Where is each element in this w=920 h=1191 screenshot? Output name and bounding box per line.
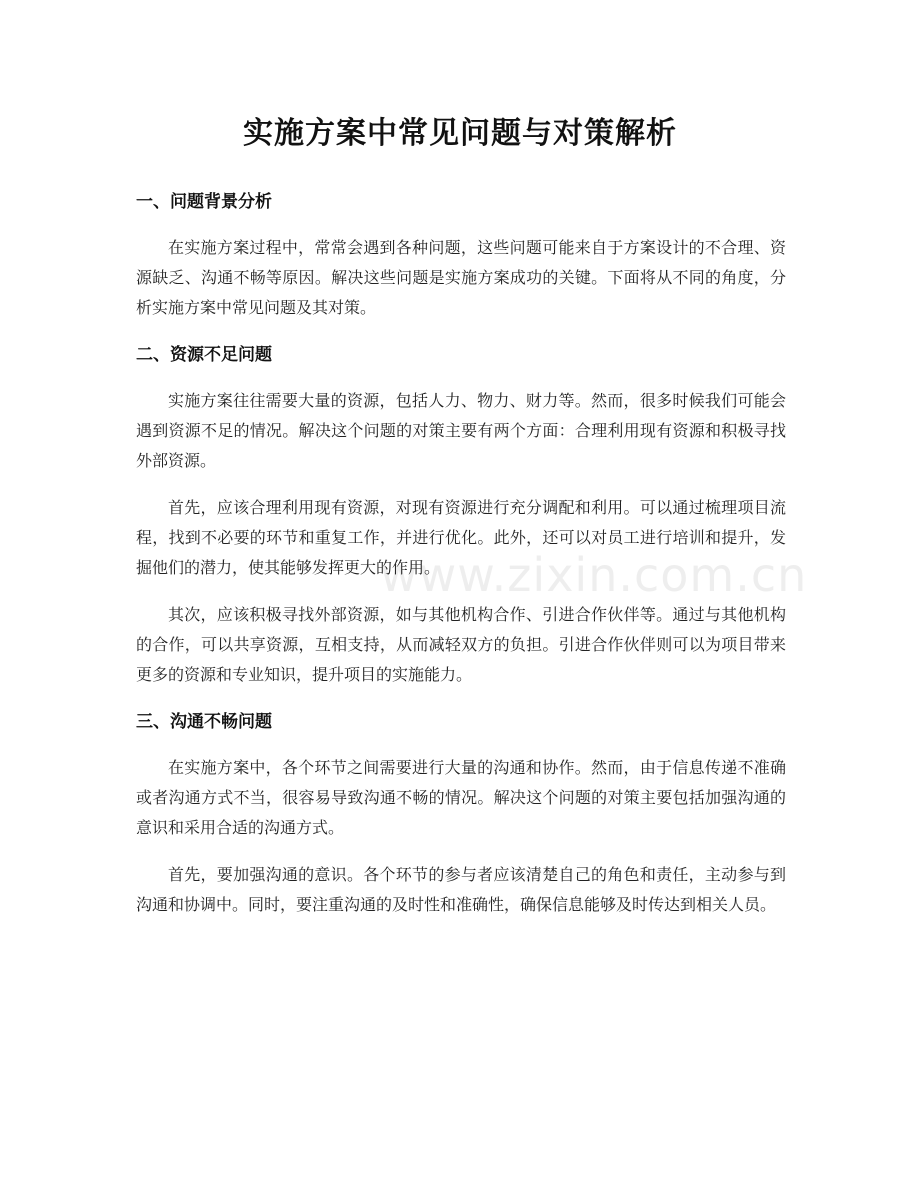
document-title: 实施方案中常见问题与对策解析 — [243, 116, 677, 151]
paragraph: 其次，应该积极寻找外部资源，如与其他机构合作、引进合作伙伴等。通过与其他机构的合作，可以共享资源，互相支持，从而减轻双方的负担。引进合作伙伴则可以为项目带来更多的资源和专业知识，提升项目的实施能力。 — [136, 605, 786, 684]
paragraph: 实施方案往往需要大量的资源，包括人力、物力、财力等。然而，很多时候我们可能会遇到资源不足的情况。解决这个问题的对策主要有两个方面：合理利用现有资源和积极寻找外部资源。 — [136, 391, 786, 470]
watermark: www.zixin.com.cn — [380, 548, 808, 602]
section-heading: 一、问题背景分析 — [136, 192, 272, 212]
paragraph: 首先，应该合理利用现有资源，对现有资源进行充分调配和利用。可以通过梳理项目流程，找到不必要的环节和重复工作，并进行优化。此外，还可以对员工进行培训和提升，发掘他们的潜力，使其能够发挥更大的作用。 — [136, 498, 786, 577]
section-heading: 三、沟通不畅问题 — [136, 712, 272, 732]
paragraph: 首先，要加强沟通的意识。各个环节的参与者应该清楚自己的角色和责任，主动参与到沟通和协调中。同时，要注重沟通的及时性和准确性，确保信息能够及时传达到相关人员。 — [136, 865, 786, 914]
section-background — [136, 187, 786, 323]
section-communication — [136, 707, 786, 920]
paragraph: 在实施方案过程中，常常会遇到各种问题，这些问题可能来自于方案设计的不合理、资源缺乏、沟通不畅等原因。解决这些问题是实施方案成功的关键。下面将从不同的角度，分析实施方案中常见问题及其对策。 — [136, 238, 786, 317]
section-heading: 二、资源不足问题 — [136, 345, 272, 365]
paragraph: 在实施方案中，各个环节之间需要进行大量的沟通和协作。然而，由于信息传递不准确或者沟通方式不当，很容易导致沟通不畅的情况。解决这个问题的对策主要包括加强沟通的意识和采用合适的沟通方式。 — [136, 758, 786, 837]
document-body — [136, 187, 786, 937]
section-resources — [136, 340, 786, 690]
